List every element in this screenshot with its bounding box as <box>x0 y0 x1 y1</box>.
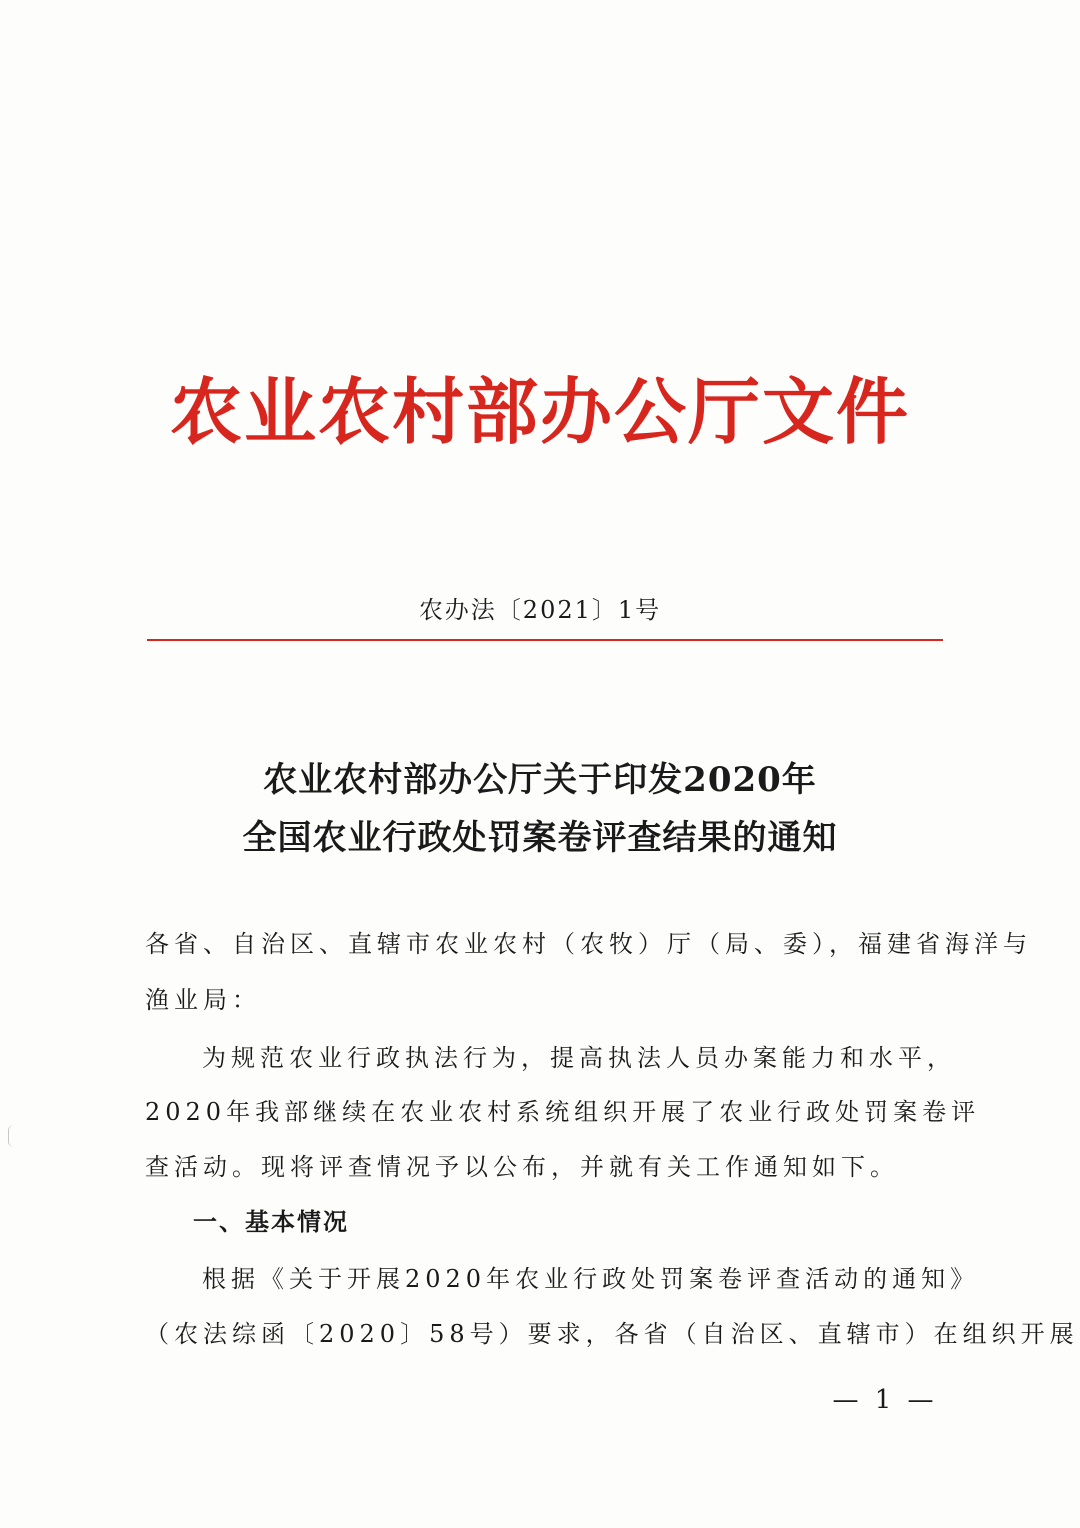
paragraph-1-line-1: 为规范农业行政执法行为，提高执法人员办案能力和水平， <box>202 1044 956 1072</box>
scan-artifact-mark <box>8 1125 19 1147</box>
document-number: 农办法〔2021〕1号 <box>418 596 662 624</box>
paragraph-1-line-2: 2020年我部继续在农业农村系统组织开展了农业行政处罚案卷评 <box>145 1098 981 1126</box>
red-separator-line <box>147 639 943 641</box>
notice-title-line-1: 农业农村部办公厅关于印发2020年 <box>263 760 817 800</box>
paragraph-2-line-1: 根据《关于开展2020年农业行政处罚案卷评查活动的通知》 <box>202 1265 980 1293</box>
paragraph-2-line-2: （农法综函〔2020〕58号）要求，各省（自治区、直辖市）在组织开展 <box>145 1320 1079 1348</box>
page-number: — 1 — <box>832 1385 938 1415</box>
section-1-heading: 一、基本情况 <box>193 1207 349 1236</box>
document-header-title: 农业农村部办公厅文件 <box>169 369 910 454</box>
paragraph-1-line-3: 查活动。现将评查情况予以公布，并就有关工作通知如下。 <box>145 1153 899 1181</box>
addressee-line-1: 各省、自治区、直辖市农业农村（农牧）厅（局、委），福建省海洋与 <box>145 930 1032 958</box>
addressee-line-2: 渔业局： <box>145 986 261 1014</box>
notice-title-line-2: 全国农业行政处罚案卷评查结果的通知 <box>242 818 838 858</box>
